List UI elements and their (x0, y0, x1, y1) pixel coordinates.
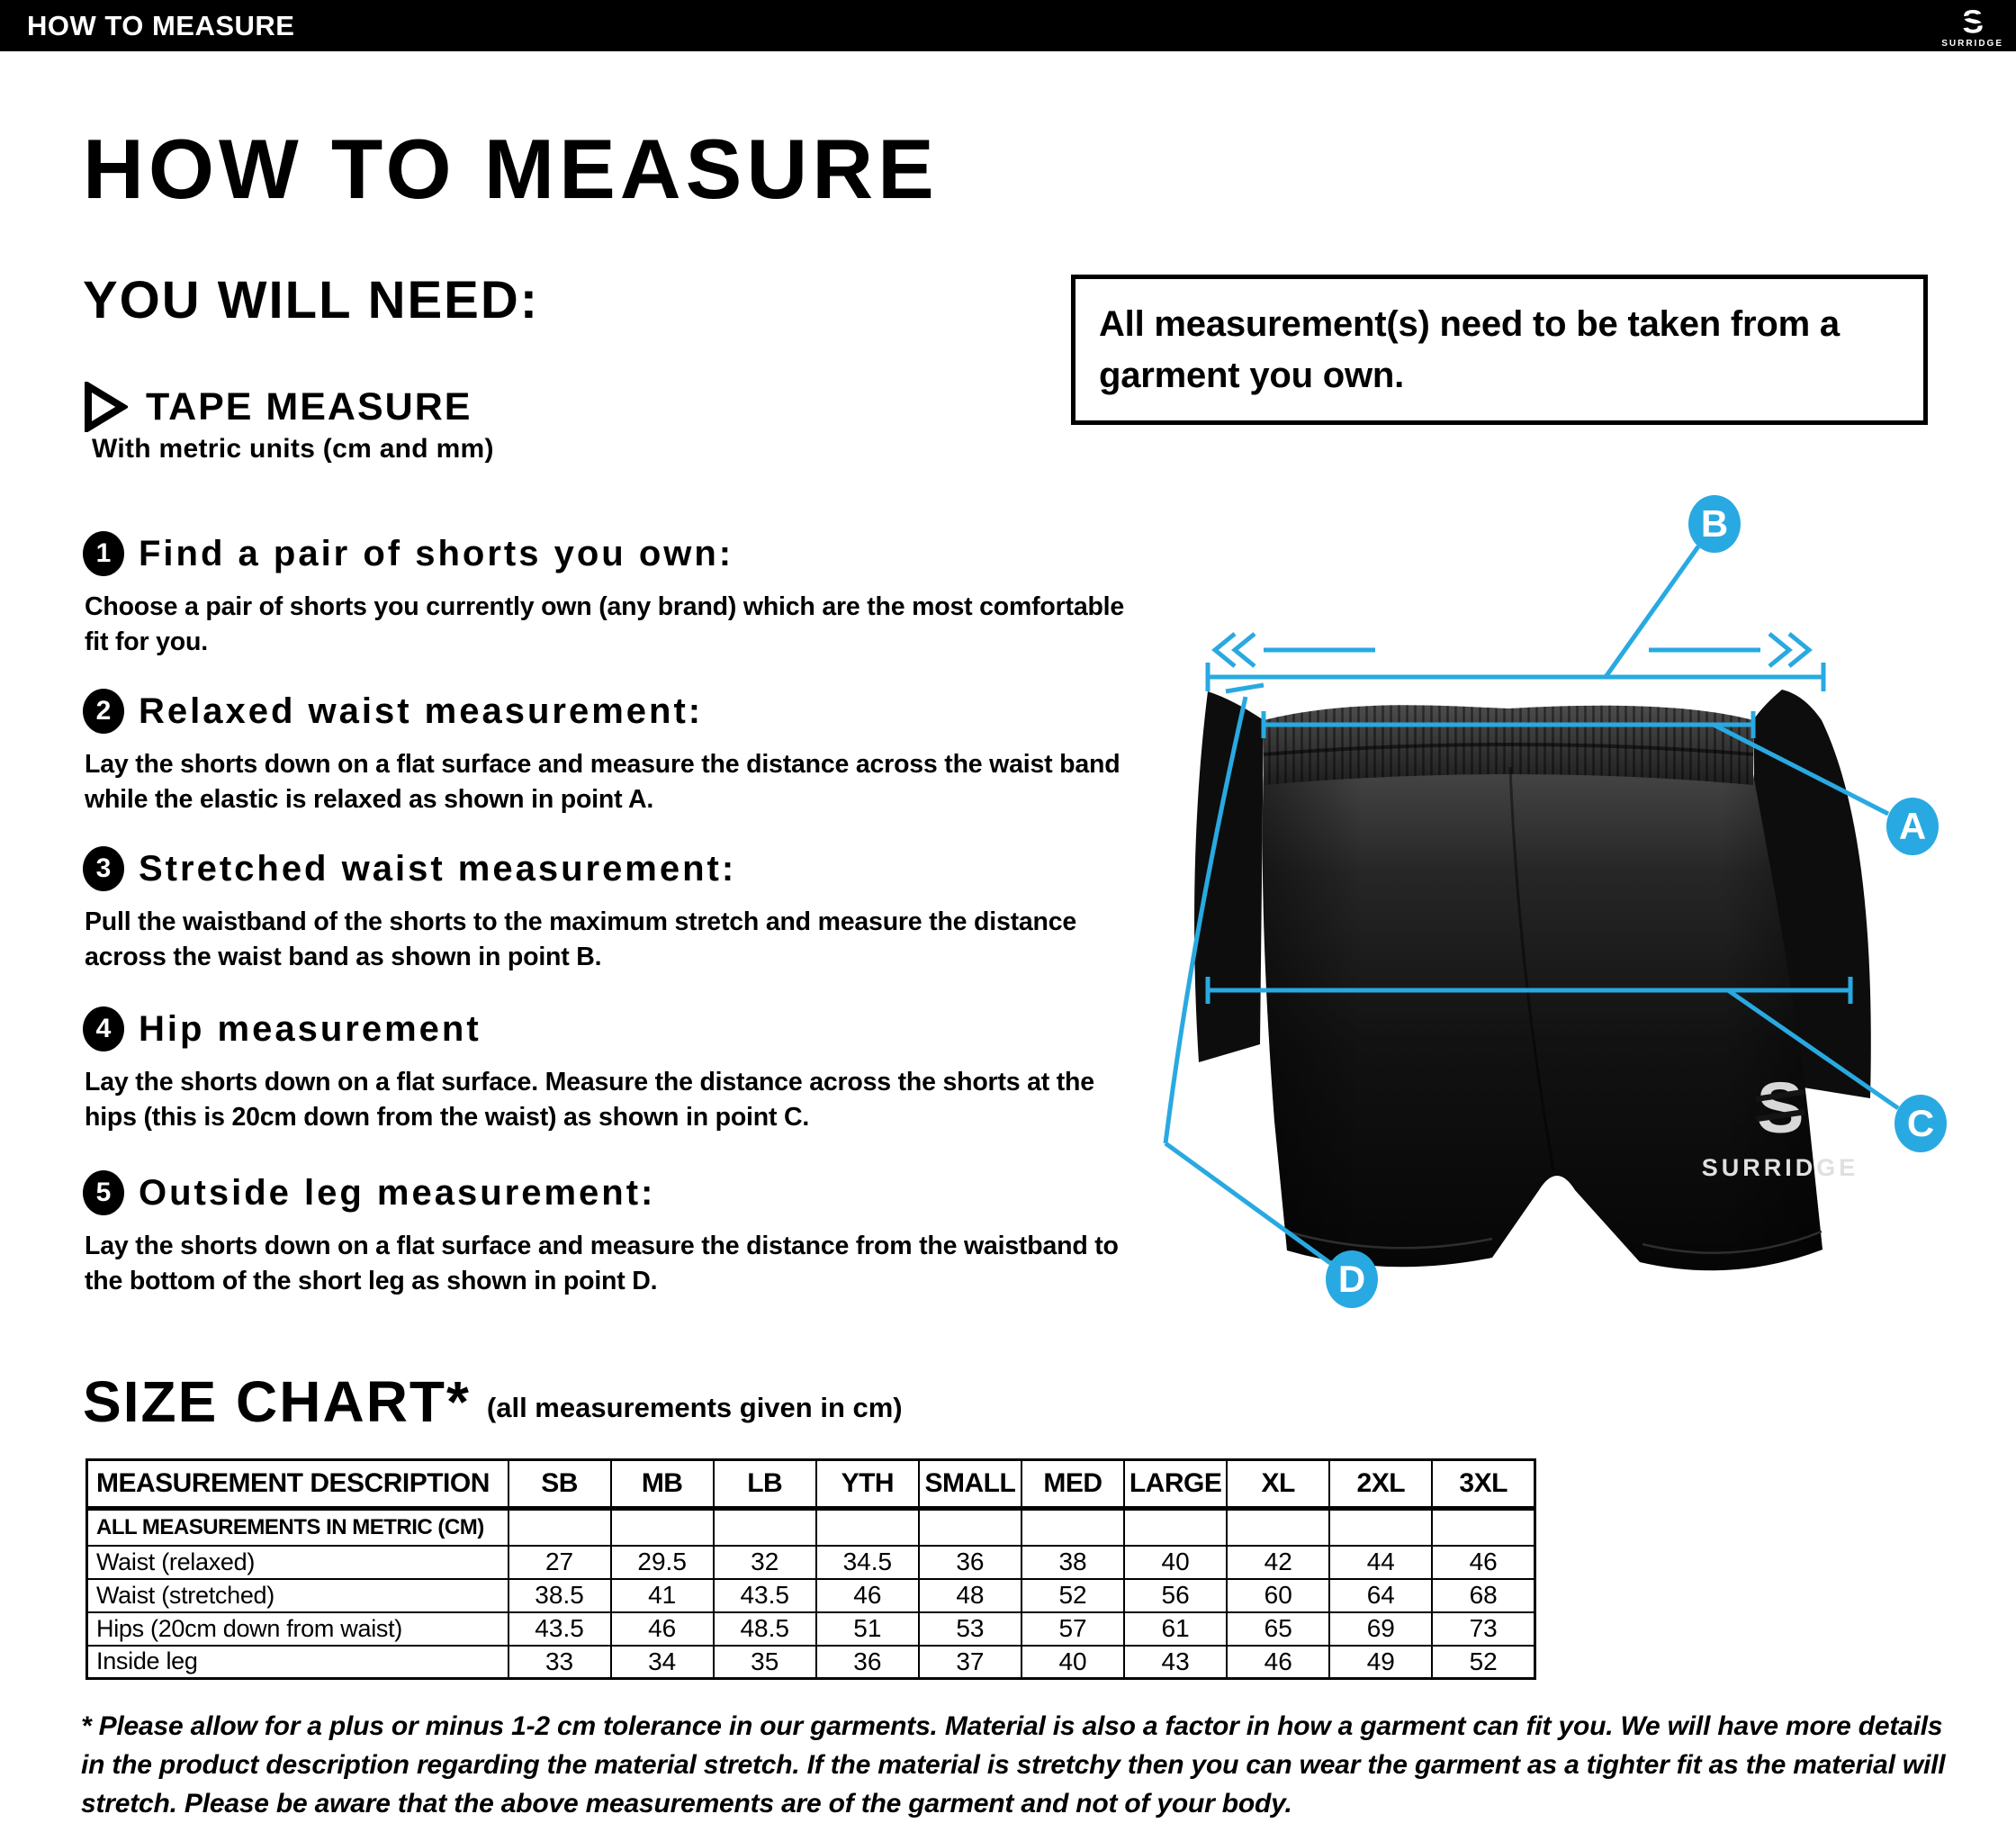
step-title: Hip measurement (139, 1008, 482, 1049)
label-letter-b: B (1700, 502, 1729, 545)
value-cell: 73 (1432, 1612, 1534, 1646)
top-bar-title: HOW TO MEASURE (27, 9, 295, 41)
value-cell: 38.5 (508, 1579, 611, 1612)
column-header-description: MEASUREMENT DESCRIPTION (87, 1460, 508, 1509)
top-bar (0, 0, 2016, 51)
column-header: LARGE (1124, 1460, 1227, 1509)
pointer-line-b (1606, 546, 1698, 677)
value-cell: 64 (1329, 1579, 1432, 1612)
shorts-image (1194, 690, 1871, 1270)
garment-logo-text: SURRIDGE (1701, 1154, 1859, 1181)
empty-cell (1227, 1509, 1329, 1546)
surridge-logo-icon (1958, 6, 1987, 39)
table-metric-note-row (87, 1509, 1535, 1546)
empty-cell (1022, 1509, 1124, 1546)
step-body: Lay the shorts down on a flat surface and measure the distance across the waist band while the elastic is relaxed as shown in point A. (85, 750, 1120, 814)
value-cell: 43.5 (714, 1579, 816, 1612)
empty-cell (714, 1509, 816, 1546)
value-cell: 61 (1124, 1612, 1227, 1646)
row-label: Hips (20cm down from waist) (87, 1612, 508, 1646)
step-item-4 (83, 1006, 1149, 1135)
table-row-waist-stretched (87, 1579, 1535, 1612)
metric-note-cell: ALL MEASUREMENTS IN METRIC (CM) (87, 1509, 508, 1546)
step-number-badge: 2 (83, 689, 124, 734)
column-header: XL (1227, 1460, 1329, 1509)
shorts-left-side-panel (1194, 691, 1264, 1062)
label-letter-d: D (1337, 1258, 1366, 1300)
step-title: Stretched waist measurement: (139, 848, 737, 889)
column-header: YTH (816, 1460, 919, 1509)
brand-logo (1941, 6, 2003, 49)
value-cell: 36 (816, 1646, 919, 1679)
shorts-body-shading (1263, 762, 1822, 1270)
value-cell: 41 (611, 1579, 714, 1612)
value-cell: 35 (714, 1646, 816, 1679)
column-header: LB (714, 1460, 816, 1509)
step-number-badge: 3 (83, 846, 124, 891)
value-cell: 36 (919, 1546, 1022, 1579)
step-item-2 (83, 689, 1149, 817)
row-label: Waist (stretched) (87, 1579, 508, 1612)
value-cell: 51 (816, 1612, 919, 1646)
step-body: Lay the shorts down on a flat surface. Measure the distance across the shorts at the hips (this is 20cm down from the waist) as shown in point C. (85, 1068, 1094, 1132)
empty-cell (1432, 1509, 1534, 1546)
value-cell: 53 (919, 1612, 1022, 1646)
column-header: SB (508, 1460, 611, 1509)
size-chart-table (86, 1458, 1536, 1680)
value-cell: 40 (1124, 1546, 1227, 1579)
value-cell: 48 (919, 1579, 1022, 1612)
tape-measure-note: With metric units (cm and mm) (92, 434, 494, 464)
empty-cell (919, 1509, 1022, 1546)
page-title: HOW TO MEASURE (83, 122, 939, 216)
value-cell: 46 (1227, 1646, 1329, 1679)
step-item-3 (83, 846, 1149, 975)
value-cell: 37 (919, 1646, 1022, 1679)
label-letter-a: A (1898, 805, 1927, 847)
value-cell: 27 (508, 1546, 611, 1579)
shorts-measure-diagram (1152, 450, 2016, 1368)
you-will-need-heading: YOU WILL NEED: (83, 271, 540, 329)
column-header: SMALL (919, 1460, 1022, 1509)
value-cell: 32 (714, 1546, 816, 1579)
brand-logo-text: SURRIDGE (1941, 38, 2003, 49)
table-row-hips (87, 1612, 1535, 1646)
step-number-badge: 1 (83, 531, 124, 576)
size-chart-header (83, 1368, 903, 1435)
value-cell: 42 (1227, 1546, 1329, 1579)
step-body: Choose a pair of shorts you currently own (any brand) which are the most comfortable fit for you. (85, 592, 1125, 656)
table-header-row (87, 1460, 1535, 1509)
notice-box (1071, 275, 1928, 425)
value-cell: 34.5 (816, 1546, 919, 1579)
arrow-right-icon (1769, 634, 1789, 666)
tape-measure-label: TAPE MEASURE (146, 384, 472, 429)
size-chart-heading: SIZE CHART* (83, 1369, 471, 1434)
empty-cell (1329, 1509, 1432, 1546)
step-body: Pull the waistband of the shorts to the maximum stretch and measure the distance across the waist band as shown in point B. (85, 907, 1077, 971)
value-cell: 57 (1022, 1612, 1124, 1646)
value-cell: 29.5 (611, 1546, 714, 1579)
notice-text: All measurement(s) need to be taken from a garment you own. (1099, 303, 1840, 395)
footnote: * Please allow for a plus or minus 1-2 cm tolerance in our garments. Material is also a factor in how a garment can fit you. We will have more details in the product description regarding the material stretch. If the material is stretchy then you can wear the garment as a tighter fit as the material will stretch. Please be aware that the above measurements are of the garment and not of your body. (81, 1711, 1946, 1818)
triangle-bullet-icon (83, 382, 128, 432)
value-cell: 48.5 (714, 1612, 816, 1646)
surridge-logo-icon (1756, 1067, 1804, 1147)
empty-cell (816, 1509, 919, 1546)
row-label: Waist (relaxed) (87, 1546, 508, 1579)
line-cap (1226, 685, 1264, 691)
step-title: Outside leg measurement: (139, 1172, 656, 1213)
arrow-left-icon (1235, 634, 1255, 666)
step-item-5 (83, 1170, 1149, 1299)
value-cell: 46 (816, 1579, 919, 1612)
step-number-badge: 5 (83, 1170, 124, 1215)
label-letter-c: C (1906, 1102, 1935, 1144)
value-cell: 49 (1329, 1646, 1432, 1679)
value-cell: 52 (1432, 1646, 1534, 1679)
value-cell: 43.5 (508, 1612, 611, 1646)
value-cell: 38 (1022, 1546, 1124, 1579)
table-row-waist-relaxed (87, 1546, 1535, 1579)
value-cell: 60 (1227, 1579, 1329, 1612)
step-title: Find a pair of shorts you own: (139, 533, 734, 573)
value-cell: 46 (611, 1612, 714, 1646)
column-header: MB (611, 1460, 714, 1509)
tape-measure-item (83, 382, 472, 432)
value-cell: 65 (1227, 1612, 1329, 1646)
value-cell: 52 (1022, 1579, 1124, 1612)
empty-cell (611, 1509, 714, 1546)
column-header: 3XL (1432, 1460, 1534, 1509)
value-cell: 44 (1329, 1546, 1432, 1579)
value-cell: 69 (1329, 1612, 1432, 1646)
value-cell: 33 (508, 1646, 611, 1679)
step-body: Lay the shorts down on a flat surface and measure the distance from the waistband to the bottom of the short leg as shown in point D. (85, 1232, 1119, 1295)
value-cell: 46 (1432, 1546, 1534, 1579)
value-cell: 56 (1124, 1579, 1227, 1612)
step-number-badge: 4 (83, 1006, 124, 1051)
column-header: MED (1022, 1460, 1124, 1509)
row-label: Inside leg (87, 1646, 508, 1679)
step-item-1 (83, 531, 1149, 660)
value-cell: 68 (1432, 1579, 1534, 1612)
column-header: 2XL (1329, 1460, 1432, 1509)
step-title: Relaxed waist measurement: (139, 690, 704, 731)
empty-cell (1124, 1509, 1227, 1546)
value-cell: 34 (611, 1646, 714, 1679)
value-cell: 43 (1124, 1646, 1227, 1679)
value-cell: 40 (1022, 1646, 1124, 1679)
empty-cell (508, 1509, 611, 1546)
size-chart-subheading: (all measurements given in cm) (486, 1392, 903, 1423)
table-row-inside-leg (87, 1646, 1535, 1679)
